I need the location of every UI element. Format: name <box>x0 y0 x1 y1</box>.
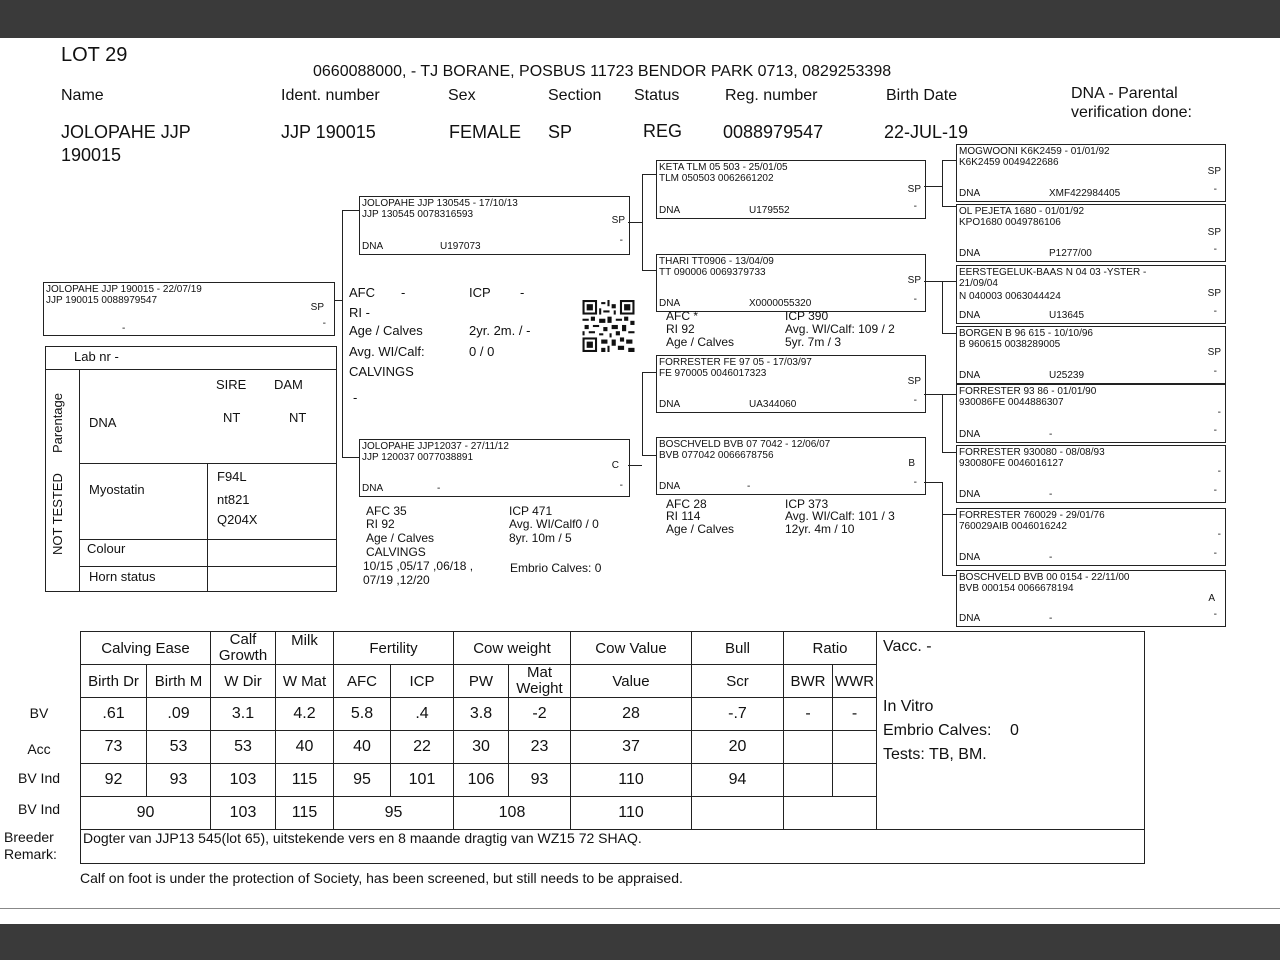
bv-ind2-cell: 90 <box>81 797 211 830</box>
ggp-4-dash: - <box>1213 366 1217 377</box>
ggp-8-section: A <box>1208 593 1215 604</box>
ggp-8-dna-label: DNA <box>959 613 981 624</box>
bottom-dark-bar <box>0 924 1280 960</box>
gp-4-age-label: Age / Calves <box>666 522 735 536</box>
acc-cell: 53 <box>147 731 211 764</box>
lab-sire-header: SIRE <box>216 377 247 392</box>
gp-2-dash: - <box>913 294 917 305</box>
ggp-box-1 <box>956 144 1226 202</box>
acc-cell: 40 <box>334 731 391 764</box>
header-birth: Birth Date <box>886 87 958 104</box>
ggp-3-dash: - <box>1213 306 1217 317</box>
gp-2-age-label: Age / Calves <box>666 335 735 349</box>
self-box-dash-2: - <box>122 323 126 334</box>
col-birth-m: Birth M <box>147 665 211 698</box>
gp-4-dash: - <box>913 477 917 488</box>
ggp-7-dna: - <box>1049 552 1053 563</box>
gp-2-dna-label: DNA <box>659 298 681 309</box>
acc-cell: 53 <box>211 731 276 764</box>
lab-nr: Lab nr - <box>74 349 119 364</box>
animal-sex: FEMALE <box>449 122 522 142</box>
gp-1-section: SP <box>907 184 921 195</box>
header-sex: Sex <box>448 87 476 104</box>
side-notes-cell <box>877 632 1145 830</box>
col-mat-weight: Mat Weight <box>509 665 571 698</box>
gp-4-afc: AFC 28 <box>666 497 707 511</box>
ggp-6-dash: - <box>1213 485 1217 496</box>
lab-dna-sire: NT <box>223 410 241 425</box>
dam-embrio: Embrio Calves: 0 <box>510 561 602 575</box>
col-bwr: BWR <box>784 665 833 698</box>
ggp-6-sub: 930080FE 0046016127 <box>959 458 1064 469</box>
group-calving-ease: Calving Ease <box>81 632 211 665</box>
group-cow-value: Cow Value <box>571 632 692 665</box>
self-age: 2yr. 2m. / - <box>469 323 531 338</box>
self-box-sub: JJP 190015 0088979547 <box>46 295 158 306</box>
ggp-box-6 <box>956 445 1226 503</box>
ggp-7-sub: 760029AIB 0046016242 <box>959 521 1067 532</box>
gp-box-4 <box>656 437 926 495</box>
sire-dna-label: DNA <box>362 241 384 252</box>
gp-box-3 <box>656 355 926 413</box>
ggp-5-dna-label: DNA <box>959 429 981 440</box>
gp-2-header: THARI TT0906 - 13/04/09 <box>659 256 774 267</box>
lab-myostatin-label: Myostatin <box>89 482 145 497</box>
col-birth-dr: Birth Dr <box>81 665 147 698</box>
self-age-label: Age / Calves <box>349 323 423 338</box>
ggp-7-dna-label: DNA <box>959 552 981 563</box>
gp-box-2 <box>656 254 926 312</box>
remark-label-1: Breeder <box>4 829 54 845</box>
gp-2-section: SP <box>907 275 921 286</box>
header-status: Status <box>634 87 680 104</box>
dam-calvings-label: CALVINGS <box>366 545 426 559</box>
ggp-2-dna-label: DNA <box>959 248 981 259</box>
ggp-1-dash: - <box>1213 184 1217 195</box>
self-box-dash-1: - <box>322 318 326 329</box>
col-w-dir: W Dir <box>211 665 276 698</box>
gp-1-dna-label: DNA <box>659 205 681 216</box>
self-box-section: SP <box>310 302 324 313</box>
group-ratio: Ratio <box>784 632 877 665</box>
embrio-value: 0 <box>1009 722 1019 739</box>
col-pw: PW <box>454 665 509 698</box>
acc-cell: 22 <box>391 731 454 764</box>
ggp-4-section: SP <box>1207 347 1221 358</box>
group-fertility: Fertility <box>334 632 454 665</box>
ggp-4-sub: B 960615 0038289005 <box>959 339 1061 350</box>
ggp-box-8 <box>956 570 1226 627</box>
group-calf-growth: Calf Growth <box>211 632 276 665</box>
dam-calvings-1: 10/15 ,05/17 ,06/18 , <box>363 559 474 573</box>
dam-header: JOLOPAHE JJP12037 - 27/11/12 <box>362 441 509 452</box>
dam-ri: RI 92 <box>366 517 395 531</box>
bv-cell: - <box>833 698 877 731</box>
header-section: Section <box>548 87 602 104</box>
bv-ind-cell: 93 <box>147 764 211 797</box>
bv-ind2-cell: 103 <box>211 797 276 830</box>
lab-colour-label: Colour <box>87 541 126 556</box>
ggp-3-header-2: 21/09/04 <box>959 278 998 289</box>
acc-cell: 23 <box>509 731 571 764</box>
bv-ind-cell: 95 <box>334 764 391 797</box>
header-reg: Reg. number <box>725 87 818 104</box>
ggp-3-header: EERSTEGELUK-BAAS N 04 03 -YSTER - <box>959 267 1147 278</box>
bv-ind-cell: 103 <box>211 764 276 797</box>
gp-4-ri: RI 114 <box>666 509 701 523</box>
animal-ident: JJP 190015 <box>281 122 376 142</box>
gp-box-1 <box>656 160 926 219</box>
gp-3-section: SP <box>907 376 921 387</box>
ggp-2-dna: P1277/00 <box>1049 248 1092 259</box>
col-icp: ICP <box>391 665 454 698</box>
lab-horn-label: Horn status <box>89 569 156 584</box>
animal-name-1: JOLOPAHE JJP <box>61 122 191 142</box>
animal-name-2: 190015 <box>61 145 122 165</box>
gp-1-header: KETA TLM 05 503 - 25/01/05 <box>659 162 788 173</box>
ggp-2-dash: - <box>1213 244 1217 255</box>
sire-dna: U197073 <box>440 241 481 252</box>
gp-4-header: BOSCHVELD BVB 07 7042 - 12/06/07 <box>659 439 831 450</box>
dam-age-label: Age / Calves <box>366 531 435 545</box>
bv-ind-cell: 110 <box>571 764 692 797</box>
dam-dna-label: DNA <box>362 483 384 494</box>
acc-cell <box>784 731 833 764</box>
self-pedigree-box <box>43 282 335 336</box>
gp-2-sub: TT 090006 0069379733 <box>659 267 766 278</box>
row-label-bv-ind: BV Ind <box>17 770 61 786</box>
bv-ind-cell: 101 <box>391 764 454 797</box>
ggp-5-header: FORRESTER 93 86 - 01/01/90 <box>959 386 1097 397</box>
bv-cell: 3.8 <box>454 698 509 731</box>
ggp-7-header: FORRESTER 760029 - 29/01/76 <box>959 510 1105 521</box>
ggp-1-header: MOGWOONI K6K2459 - 01/01/92 <box>959 146 1110 157</box>
col-value: Value <box>571 665 692 698</box>
gp-4-icp: ICP 373 <box>785 497 829 511</box>
acc-cell: 73 <box>81 731 147 764</box>
bv-cell: 3.1 <box>211 698 276 731</box>
sire-dash: - <box>619 235 623 246</box>
bv-ind2-cell <box>784 797 877 830</box>
in-vitro: In Vitro <box>883 698 934 715</box>
self-icp: - <box>520 285 525 300</box>
footer-note: Calf on foot is under the protection of Society, has been screened, but still needs to be appraised. <box>80 870 683 886</box>
row-label-acc: Acc <box>27 741 51 757</box>
bv-cell: -.7 <box>692 698 784 731</box>
ggp-2-section: SP <box>1207 227 1221 238</box>
gp-2-icp: ICP 390 <box>785 309 829 323</box>
bv-ind2-cell: 108 <box>454 797 571 830</box>
ggp-7-section: - <box>1217 529 1221 540</box>
bv-cell: 5.8 <box>334 698 391 731</box>
dam-wi: Avg. WI/Calf0 / 0 <box>509 517 599 531</box>
gp-4-sub: BVB 077042 0066678756 <box>659 450 774 461</box>
bv-ind2-cell: 110 <box>571 797 692 830</box>
bv-ind-cell <box>784 764 833 797</box>
ggp-6-dna-label: DNA <box>959 489 981 500</box>
lab-dna-dam: NT <box>289 410 307 425</box>
sire-sub: JJP 130545 0078316593 <box>362 209 474 220</box>
dam-icp: ICP 471 <box>509 504 553 518</box>
self-afc: - <box>401 285 406 300</box>
gp-3-dash: - <box>913 395 917 406</box>
ggp-box-2 <box>956 204 1226 262</box>
bv-ind2-cell: 115 <box>276 797 334 830</box>
dam-section: C <box>611 460 619 471</box>
animal-section: SP <box>548 122 573 142</box>
gp-2-afc: AFC * <box>666 309 699 323</box>
embrio-label: Embrio Calves: <box>883 722 992 739</box>
lab-myostatin-f94l: F94L <box>217 469 247 484</box>
ggp-4-header: BORGEN B 96 615 - 10/10/96 <box>959 328 1093 339</box>
bv-ind-cell: 115 <box>276 764 334 797</box>
bv-ind-cell: 92 <box>81 764 147 797</box>
remark-label-2: Remark: <box>4 846 57 862</box>
group-bull: Bull <box>692 632 784 665</box>
self-ri: RI - <box>349 305 370 320</box>
sire-section: SP <box>611 215 625 226</box>
breeder-remark: Dogter van JJP13 545(lot 65), uitstekende vers en 8 maande dragtig van WZ15 72 SHAQ. <box>81 830 1145 864</box>
group-milk: Milk <box>276 632 334 665</box>
animal-status: REG <box>643 121 683 141</box>
gp-3-header: FORRESTER FE 97 05 - 17/03/97 <box>659 357 812 368</box>
self-afc-label: AFC <box>349 285 375 300</box>
ggp-3-sub: N 040003 0063044424 <box>959 291 1061 302</box>
gp-4-section: B <box>908 458 915 469</box>
lab-results-box <box>45 346 337 592</box>
bv-ind2-cell: 95 <box>334 797 454 830</box>
ggp-1-section: SP <box>1207 166 1221 177</box>
tests: Tests: TB, BM. <box>883 746 987 763</box>
ggp-7-dash: - <box>1213 548 1217 559</box>
dam-age: 8yr. 10m / 5 <box>509 531 572 545</box>
ggp-1-dna: XMF422984405 <box>1049 188 1121 199</box>
ggp-4-dna-label: DNA <box>959 370 981 381</box>
row-label-bv: BV <box>29 705 49 721</box>
bv-cell: .09 <box>147 698 211 731</box>
bottom-rule <box>0 908 1280 909</box>
ggp-5-section: - <box>1217 407 1221 418</box>
breeding-values-table <box>80 631 1145 864</box>
bv-cell: .4 <box>391 698 454 731</box>
self-box-header: JOLOPAHE JJP 190015 - 22/07/19 <box>46 284 202 295</box>
ggp-box-4 <box>956 326 1226 384</box>
lab-myostatin-nt821: nt821 <box>217 492 250 507</box>
bv-ind-cell: 94 <box>692 764 784 797</box>
acc-cell: 37 <box>571 731 692 764</box>
ggp-6-dna: - <box>1049 489 1053 500</box>
gp-4-dna: - <box>747 481 751 492</box>
gp-2-ri: RI 92 <box>666 322 695 336</box>
bv-cell: 28 <box>571 698 692 731</box>
col-scr: Scr <box>692 665 784 698</box>
header-name: Name <box>61 87 104 104</box>
gp-1-sub: TLM 050503 0062661202 <box>659 173 774 184</box>
gp-2-dna: X0000055320 <box>749 298 812 309</box>
ggp-8-dna: - <box>1049 613 1053 624</box>
bv-ind2-cell <box>692 797 784 830</box>
ggp-8-header: BOSCHVELD BVB 00 0154 - 22/11/00 <box>959 572 1130 583</box>
vacc: Vacc. - <box>883 638 932 655</box>
animal-reg: 0088979547 <box>723 122 824 142</box>
header-dna-2: verification done: <box>1071 104 1192 121</box>
sire-header: JOLOPAHE JJP 130545 - 17/10/13 <box>362 198 518 209</box>
gp-1-dash: - <box>913 201 917 212</box>
ggp-2-sub: KPO1680 0049786106 <box>959 217 1061 228</box>
group-cow-weight: Cow weight <box>454 632 571 665</box>
sire-box <box>359 196 630 255</box>
self-wi-label: Avg. WI/Calf: <box>349 344 425 359</box>
top-dark-bar <box>0 0 1280 38</box>
dam-sub: JJP 120037 0077038891 <box>362 452 474 463</box>
bv-ind-cell: 106 <box>454 764 509 797</box>
acc-cell <box>833 731 877 764</box>
gp-3-dna: UA344060 <box>749 399 797 410</box>
ggp-1-sub: K6K2459 0049422686 <box>959 157 1059 168</box>
gp-1-dna: U179552 <box>749 205 790 216</box>
qr-code-icon <box>582 300 635 352</box>
ggp-box-7 <box>956 508 1226 566</box>
header-ident: Ident. number <box>281 87 380 104</box>
lab-dna-label: DNA <box>89 415 117 430</box>
row-label-bv-ind-2: BV Ind <box>17 801 61 817</box>
ggp-5-sub: 930086FE 0044886307 <box>959 397 1064 408</box>
bv-cell: -2 <box>509 698 571 731</box>
bv-ind-cell <box>833 764 877 797</box>
ggp-6-header: FORRESTER 930080 - 08/08/93 <box>959 447 1105 458</box>
dam-afc: AFC 35 <box>366 504 407 518</box>
dam-calvings-2: 07/19 ,12/20 <box>363 573 430 587</box>
gp-2-age: 5yr. 7m / 3 <box>785 335 842 349</box>
col-wwr: WWR <box>833 665 877 698</box>
col-w-mat: W Mat <box>276 665 334 698</box>
gp-4-age: 12yr. 4m / 10 <box>785 522 855 536</box>
ggp-6-section: - <box>1217 466 1221 477</box>
ggp-4-dna: U25239 <box>1049 370 1085 381</box>
ggp-3-dna: U13645 <box>1049 310 1085 321</box>
bv-cell: 4.2 <box>276 698 334 731</box>
ggp-8-sub: BVB 000154 0066678194 <box>959 583 1074 594</box>
bv-cell: .61 <box>81 698 147 731</box>
acc-cell: 20 <box>692 731 784 764</box>
lab-myostatin-q204x: Q204X <box>217 512 258 527</box>
ggp-3-dna-label: DNA <box>959 310 981 321</box>
gp-2-wi: Avg. WI/Calf: 109 / 2 <box>785 322 895 336</box>
ggp-1-dna-label: DNA <box>959 188 981 199</box>
bv-ind-cell: 93 <box>509 764 571 797</box>
ggp-box-3 <box>956 265 1226 324</box>
lab-not-tested-label: NOT TESTED <box>50 473 65 555</box>
gp-3-sub: FE 970005 0046017323 <box>659 368 767 379</box>
dam-box <box>359 439 630 497</box>
bv-cell: - <box>784 698 833 731</box>
lot-number: LOT 29 <box>61 44 128 66</box>
gp-3-dna-label: DNA <box>659 399 681 410</box>
gp-4-dna-label: DNA <box>659 481 681 492</box>
acc-cell: 30 <box>454 731 509 764</box>
lab-dam-header: DAM <box>274 377 303 392</box>
self-calvings-label: CALVINGS <box>349 364 414 379</box>
acc-cell: 40 <box>276 731 334 764</box>
ggp-box-5 <box>956 384 1226 443</box>
dam-dash: - <box>619 480 623 491</box>
ggp-2-header: OL PEJETA 1680 - 01/01/92 <box>959 206 1085 217</box>
lab-parentage-label: Parentage <box>50 393 65 453</box>
dam-dna: - <box>437 483 441 494</box>
header-dna-1: DNA - Parental <box>1071 85 1178 102</box>
breeder-line: 0660088000, - TJ BORANE, POSBUS 11723 BENDOR PARK 0713, 0829253398 <box>313 63 892 80</box>
ggp-5-dash: - <box>1213 425 1217 436</box>
self-calvings: - <box>353 390 358 405</box>
gp-4-wi: Avg. WI/Calf: 101 / 3 <box>785 509 895 523</box>
ggp-3-section: SP <box>1207 288 1221 299</box>
animal-birth: 22-JUL-19 <box>884 122 969 142</box>
col-afc: AFC <box>334 665 391 698</box>
self-wi: 0 / 0 <box>469 344 495 359</box>
self-icp-label: ICP <box>469 285 491 300</box>
ggp-5-dna: - <box>1049 429 1053 440</box>
ggp-8-dash: - <box>1213 609 1217 620</box>
